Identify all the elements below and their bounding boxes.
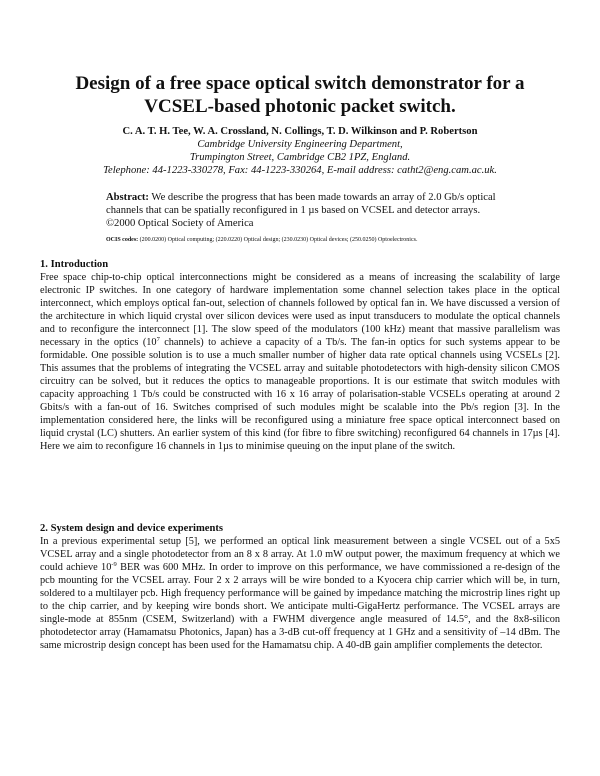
author-list: C. A. T. H. Tee, W. A. Crossland, N. Collings, T. D. Wilkinson and P. Robertson xyxy=(122,126,478,137)
section-2-text-b: BER was 600 MHz. In order to improve on this performance, we have commissioned a re-design of the pcb mounting for the VCSEL array. Four 2 x 2 arrays will be wire bonded to a Kyocera chip carrier which will be, in turn, soldered to a multilayer pcb. High frequency performance will be gained by impedance matching the microstrip lines right up to the chip carrier, and by keeping wire bonds short. We anticipate multi-GigaHertz performance. The VCSEL arrays are single-mode at 855nm (CSEM, Switzerland) with a FWHM divergence angle measured of 14.5°, and the 8x8-silicon photodetector array (Hamamatsu Photonics, Japan) has a 3-dB cut-off frequency at 1 GHz and a sensitivity of –14 dBm. The same microstrip design concept has been used for the Hamamatsu chip. A 40-dB gain amplifier complements the detector. xyxy=(40,562,560,651)
section-2-exponent: -9 xyxy=(111,561,117,568)
affiliation-contact: Telephone: 44-1223-330278, Fax: 44-1223-330264, E-mail address: catht2@eng.cam.ac.uk. xyxy=(103,164,497,176)
section-1-text-b: channels) to achieve a capacity of a Tb/s. The fan-in optics for such systems appear to be formidable. One possible solution is to use a much smaller number of higher data rate optical channels using VCSELs [2]. This assumes that the problems of integrating the VCSEL array and suitable photodetectors with high-density silicon CMOS circuitry can be solved, but it reduces the optics to manageable proportions. It is our estimate that switch modules with capacity approaching 1 Tb/s could be constructed with 16 x 16 array of polarisation-stable VCSELs operating at around 2 Gbits/s with a fan-out of 16. Switches comprised of such modules might be scalable into the Pb/s region [3]. In the implementation considered here, the links will be reconfigured using a miniature free space optical interconnect based on liquid crystal (LC) shutters. An earlier system of this kind (for fibre to fibre switching) reconfigured 64 channels in 17µs [4]. Here we aim to reconfigure 16 channels in 1µs to minimise queuing on the input plane of the switch. xyxy=(40,337,560,452)
abstract xyxy=(106,191,502,230)
section-2-heading: 2. System design and device experiments xyxy=(40,523,224,534)
section-2-body xyxy=(40,535,560,652)
section-1-exponent: 7 xyxy=(156,336,160,343)
affiliation-line-2: Trumpington Street, Cambridge CB2 1PZ, England. xyxy=(189,151,411,163)
section-1-text-a: Free space chip-to-chip optical interconnections might be considered as a means of increasing the scalability of large electronic IP switches. In one category of hardware implementation some channel selection takes place in the optical interconnect, which employs optical fan-out, selection of channels followed by optical fan in. We have discussed a version of the architecture in which liquid crystal over silicon devices were used as input transducers to modulate the optical channels and to reconfigure the interconnect [1]. The slow speed of the modulators (100 kHz) meant that massive parallelism was necessary in the optics (10 xyxy=(40,272,560,348)
section-1-body xyxy=(40,271,560,453)
title-line-1: Design of a free space optical switch demonstrator for a xyxy=(75,73,525,94)
abstract-label: Abstract: xyxy=(106,192,149,203)
affiliation-line-1: Cambridge University Engineering Department, xyxy=(197,139,403,150)
section-1-heading: 1. Introduction xyxy=(40,259,109,270)
ocis-text: (200.0200) Optical computing; (220.0220) Optical design; (230.0230) Optical devices; (250.0250) Optoelectronics. xyxy=(139,237,418,243)
abstract-text: We describe the progress that has been made towards an array of 2.0 Gb/s optical channels that can be spatially reconfigured in 1 µs based on VCSEL and detector arrays. ©2000 Optical Society of America xyxy=(106,192,496,229)
ocis-label: OCIS codes: xyxy=(106,237,139,243)
title-line-2: VCSEL-based photonic packet switch. xyxy=(144,96,456,117)
ocis-codes xyxy=(106,237,508,245)
affiliation-block xyxy=(40,139,560,177)
paper-title xyxy=(40,72,560,118)
section-2-text-a: In a previous experimental setup [5], we performed an optical link measurement between a single VCSEL out of a 5x5 VCSEL array and a single photodetector from an 8 x 8 array. At 1.0 mW output power, the maximum frequency at which we could achieve 10 xyxy=(40,536,560,573)
